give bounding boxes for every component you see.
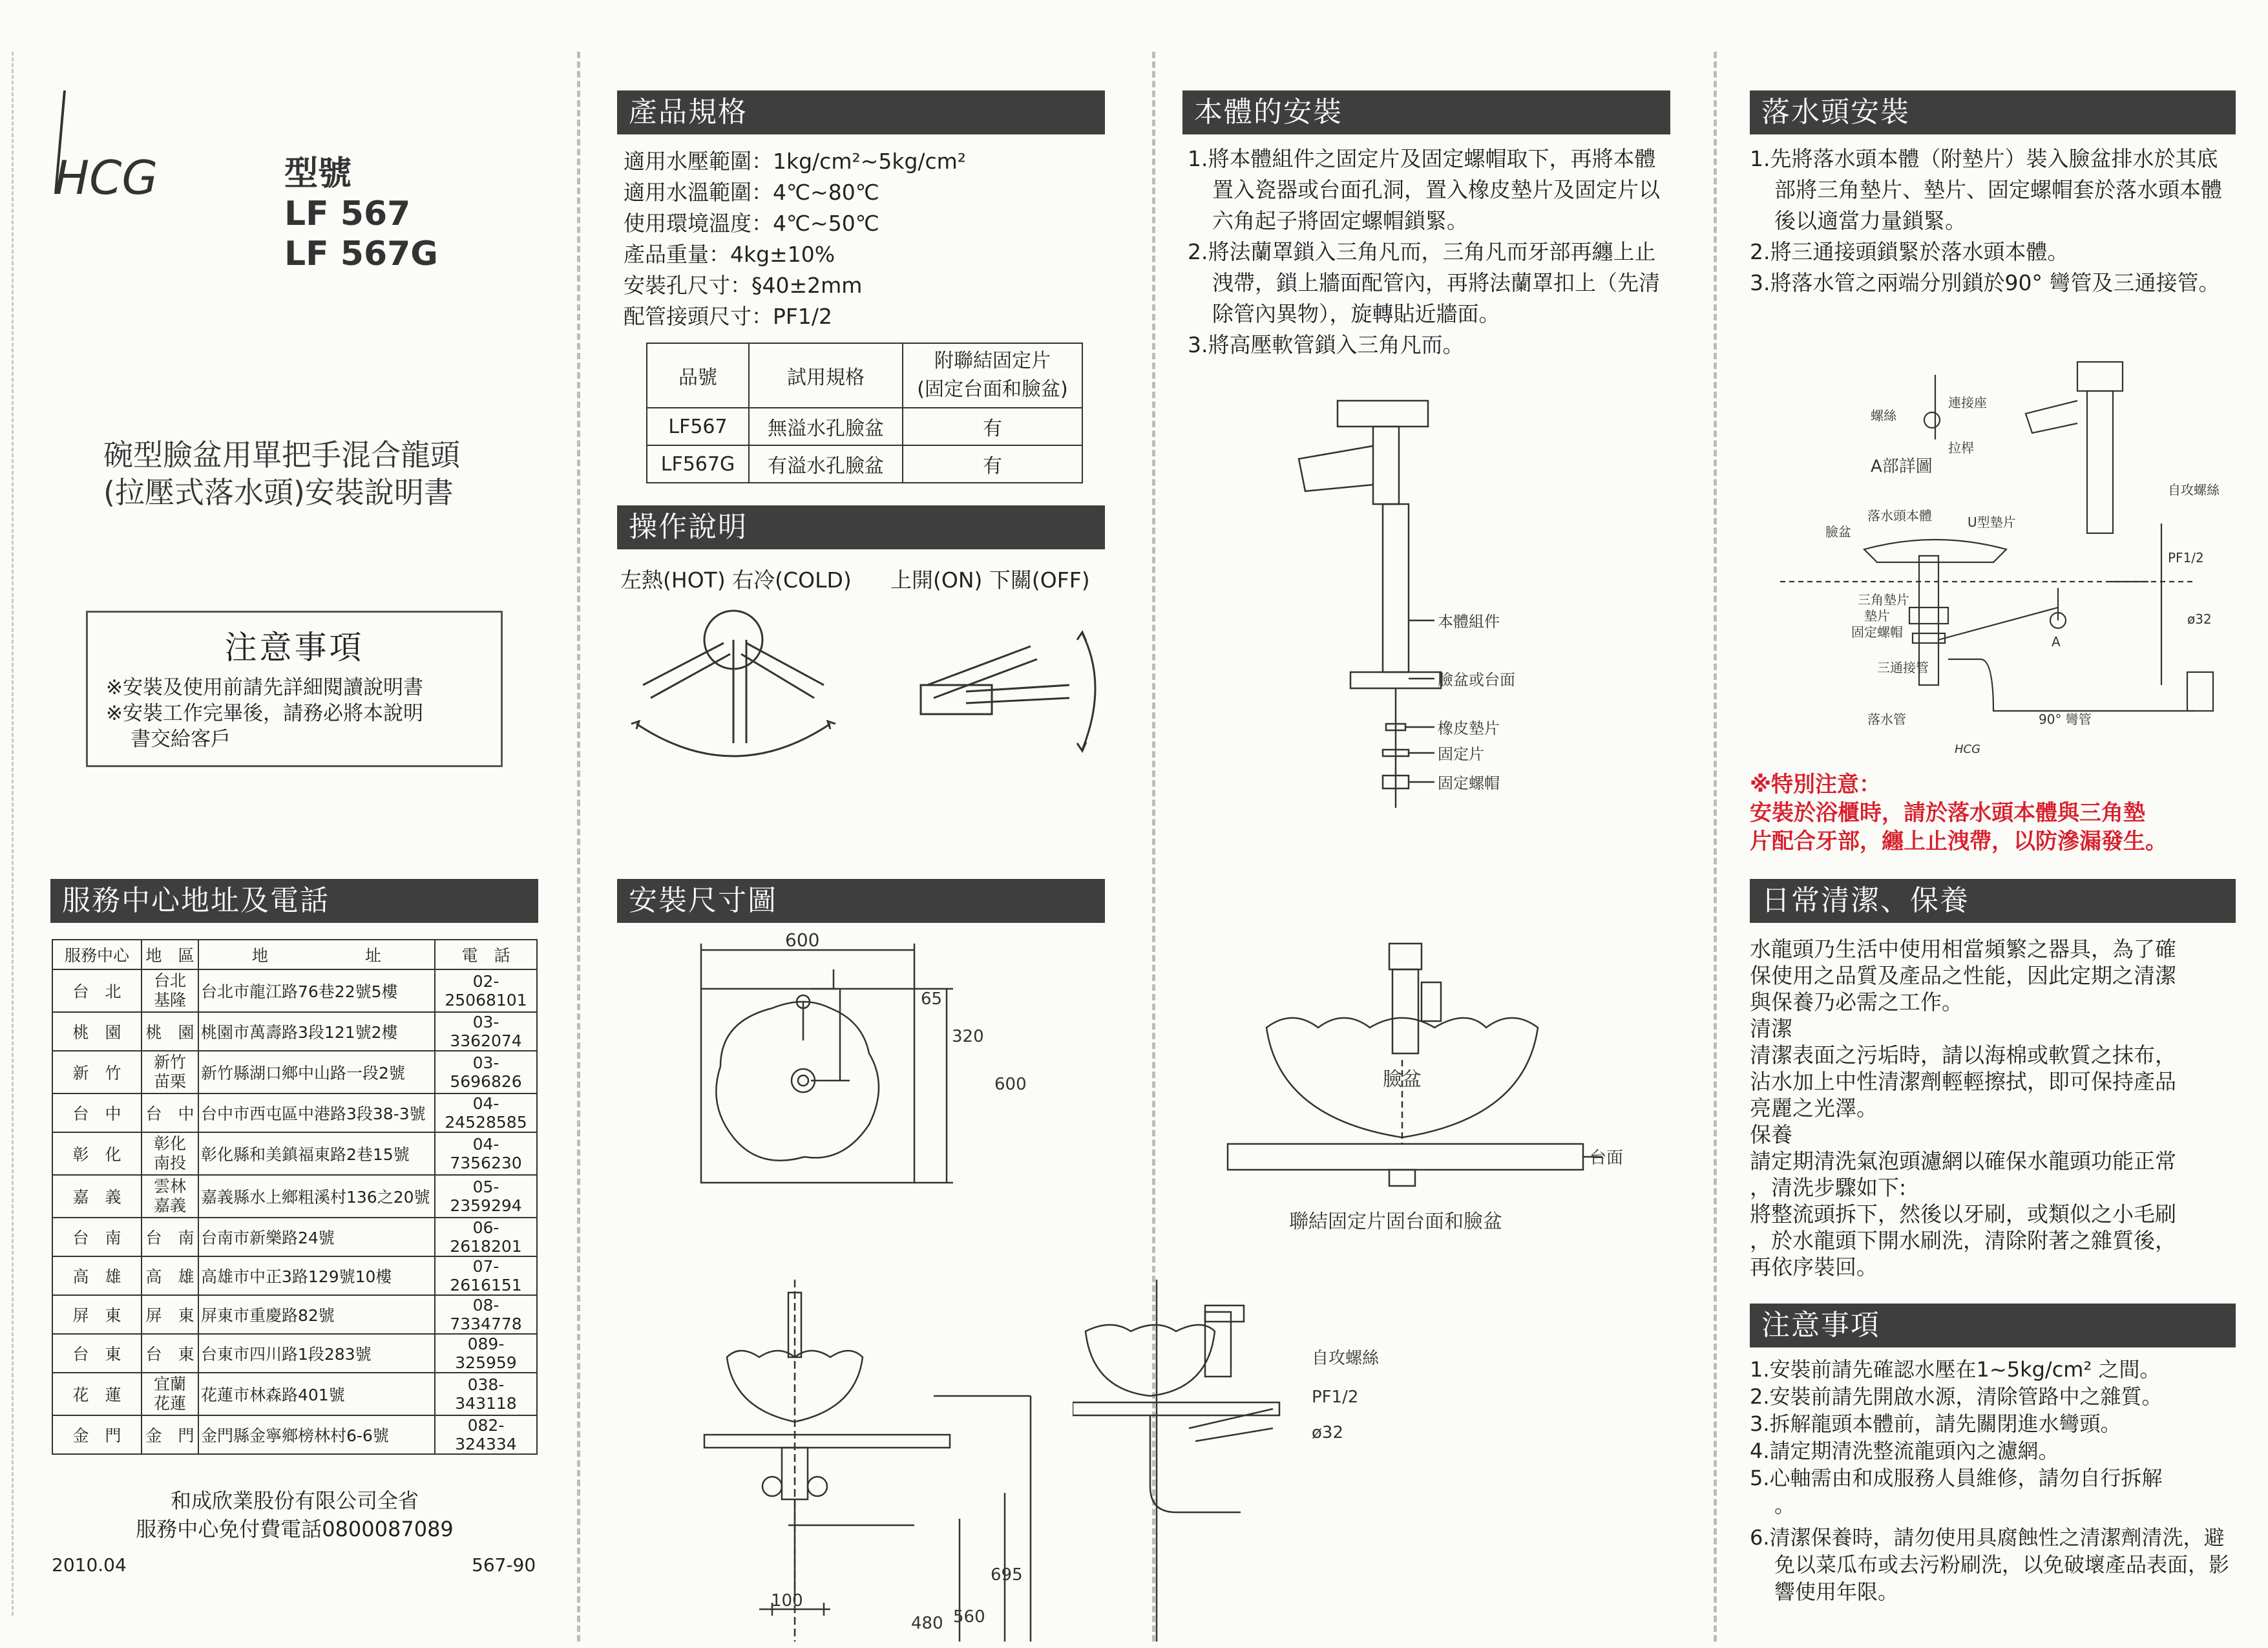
service-phone: 082-324334 — [435, 1415, 537, 1454]
service-address: 台東市四川路1段283號 — [198, 1334, 435, 1373]
operation-caption-right: 上開(ON) 下關(OFF) — [890, 567, 1090, 593]
dim-depth: 600 — [994, 1075, 1027, 1094]
service-area: 彰化 南投 — [142, 1132, 198, 1175]
spec-cell: 有 — [903, 408, 1082, 445]
spec-cell: LF567 — [647, 408, 749, 445]
service-address: 金門縣金寧鄉榜林村6-6號 — [198, 1415, 435, 1454]
service-row — [52, 1012, 537, 1051]
spec-line: 配管接頭尺寸：PF1/2 — [624, 304, 832, 329]
spec-cell: LF567G — [647, 445, 749, 483]
label-triangle: 三角墊片 — [1858, 592, 1909, 607]
spec-col-header: 附聯結固定片 (固定台面和臉盆) — [903, 343, 1082, 408]
service-row — [52, 969, 537, 1012]
model-code: LF 567 — [284, 195, 411, 233]
service-row — [52, 1295, 537, 1334]
cleaning-line: 請定期清洗氣泡頭濾網以確保水龍頭功能正常 — [1750, 1148, 2176, 1174]
service-address: 台南市新樂路24號 — [198, 1218, 435, 1256]
col-header: 地 區 — [142, 940, 198, 969]
document-title — [103, 436, 460, 511]
spec-col-header: 試用規格 — [749, 343, 903, 408]
service-center: 台 北 — [52, 969, 142, 1012]
service-center: 彰 化 — [52, 1132, 142, 1175]
cleaning-line: 將整流頭拆下，然後以牙刷，或類似之小毛刷 — [1750, 1201, 2176, 1227]
cleaning-line: 清潔 — [1750, 1016, 1792, 1041]
warning-title: ※特別注意： — [1750, 772, 1882, 798]
service-phone: 038-343118 — [435, 1373, 537, 1415]
caution-item: 1.安裝前請先確認水壓在1~5kg/cm² 之間。 — [1750, 1357, 2161, 1382]
faucet-body-drawing — [1286, 388, 1648, 840]
service-phone: 02-25068101 — [435, 969, 537, 1012]
drain-side-drawing — [1073, 1280, 1434, 1642]
label-self-tap: 自攻螺絲 — [2168, 482, 2220, 498]
service-center: 台 南 — [52, 1218, 142, 1256]
lever-rotation-figure — [631, 611, 835, 756]
model-block — [284, 154, 438, 274]
warning-line: 安裝於浴櫃時，請於落水頭本體與三角墊 — [1750, 800, 2145, 826]
service-center: 高 雄 — [52, 1256, 142, 1295]
service-phone: 04-7356230 — [435, 1132, 537, 1175]
service-center: 屏 東 — [52, 1295, 142, 1334]
label-counter: 台面 — [1590, 1148, 1624, 1168]
drain-step: 2.將三通接頭鎖緊於落水頭本體。 — [1750, 239, 2069, 264]
dimension-drawing — [617, 931, 1108, 1642]
dim-560: 560 — [953, 1607, 985, 1627]
cleaning-line: 與保養乃必需之工作。 — [1750, 989, 1963, 1015]
label-elbow: 90° 彎管 — [2039, 712, 2092, 727]
label-phi32: ø32 — [1312, 1423, 1343, 1442]
spec-line: 安裝孔尺寸：§40±2mm — [624, 273, 863, 298]
drain-step: 3.將落水管之兩端分別鎖於90° 彎管及三通接管。 — [1750, 270, 2220, 295]
service-address: 彰化縣和美鎮福東路2巷15號 — [198, 1132, 435, 1175]
dim-480: 480 — [911, 1614, 943, 1633]
cleaning-line: 保使用之品質及產品之性能，因此定期之清潔 — [1750, 963, 2176, 988]
install-step: 3.將高壓軟管鎖入三角凡而。 — [1188, 332, 1464, 357]
service-area: 金 門 — [142, 1415, 198, 1454]
service-row — [52, 1334, 537, 1373]
body-install-steps — [1188, 143, 1672, 361]
caution-item: 5.心軸需由和成服務人員維修，請勿自行拆解 — [1750, 1466, 2163, 1490]
drain-install-header: 落水頭安裝 — [1750, 90, 2236, 134]
service-row — [52, 1175, 537, 1218]
spec-cell: 無溢水孔臉盆 — [749, 408, 903, 445]
cleaning-line: 保養 — [1750, 1122, 1792, 1147]
specs-header: 產品規格 — [617, 90, 1105, 134]
basin-drawing — [1215, 931, 1680, 1267]
service-address: 花蓮市林森路401號 — [198, 1373, 435, 1415]
install-step: 2.將法蘭罩鎖入三角凡而，三角凡而牙部再纏上止洩帶，鎖上牆面配管內，再將法蘭罩扣上（先清除管內異物），旋轉貼近牆面。 — [1188, 239, 1660, 326]
service-area: 宜蘭 花蓮 — [142, 1373, 198, 1415]
service-row — [52, 1051, 537, 1093]
model-code: LF 567G — [284, 235, 438, 273]
service-area: 新竹 苗栗 — [142, 1051, 198, 1093]
caution-item: 2.安裝前請先開啟水源，清除管路中之雜質。 — [1750, 1384, 2163, 1409]
specs-lines — [624, 146, 966, 332]
label-pf: PF1/2 — [2168, 550, 2204, 565]
cleaning-line: ，於水龍頭下開水刷洗，清除附著之雜質後， — [1750, 1228, 2176, 1253]
doc-code: 567-90 — [472, 1554, 536, 1576]
cleaning-line: ，清洗步驟如下: — [1750, 1175, 1907, 1200]
dim-offset: 65 — [921, 989, 943, 1009]
label-detail: A部詳圖 — [1871, 457, 1933, 476]
service-center: 台 東 — [52, 1334, 142, 1373]
model-label: 型號 — [284, 154, 352, 193]
caution-item: 6.清潔保養時，請勿使用具腐蝕性之清潔劑清洗，避免以菜瓜布或去污粉刷洗，以免破壞產品表面，影響使用年限。 — [1750, 1525, 2230, 1604]
label-screw: 螺絲 — [1871, 408, 1896, 423]
service-address: 桃園市萬壽路3段121號2樓 — [198, 1012, 435, 1051]
label-connector: 連接座 — [1948, 395, 1987, 410]
footer-line: 和成欣業股份有限公司全省 — [170, 1488, 419, 1513]
service-address: 台中市西屯區中港路3段38-3號 — [198, 1093, 435, 1132]
title-line: (拉壓式落水頭)安裝說明書 — [103, 475, 454, 510]
service-address: 屏東市重慶路82號 — [198, 1295, 435, 1334]
cleaning-line: 亮麗之光澤。 — [1750, 1095, 1878, 1121]
cleaning-text — [1750, 936, 2176, 1280]
footer-line: 服務中心免付費電話0800087089 — [136, 1517, 454, 1541]
warning-block — [1750, 770, 2251, 856]
cautions-header: 注意事項 — [1750, 1304, 2236, 1347]
notice-box — [86, 611, 503, 767]
service-center: 花 蓮 — [52, 1373, 142, 1415]
cleaning-line: 清潔表面之污垢時，請以海棉或軟質之抹布， — [1750, 1042, 2176, 1068]
callout-body: 本體組件 — [1438, 613, 1500, 631]
service-area: 雲林 嘉義 — [142, 1175, 198, 1218]
operation-header: 操作說明 — [617, 505, 1105, 549]
notice-item: ※安裝工作完畢後，請務必將本說明 — [106, 702, 423, 725]
spec-cell: 有溢水孔臉盆 — [749, 445, 903, 483]
dim-mid: 320 — [952, 1027, 984, 1046]
drain-install-steps — [1750, 143, 2236, 299]
col-header: 服務中心 — [52, 940, 142, 969]
spec-line: 使用環境溫度：4℃~50℃ — [624, 211, 879, 236]
callout-rubber: 橡皮墊片 — [1438, 719, 1500, 737]
service-area: 高 雄 — [142, 1256, 198, 1295]
service-row — [52, 1415, 537, 1454]
spec-table — [646, 343, 1083, 483]
service-area: 台 南 — [142, 1218, 198, 1256]
callout-basin: 臉盆或台面 — [1438, 671, 1515, 689]
label-nut: 固定螺帽 — [1851, 624, 1903, 640]
label-basin: 臉盆 — [1825, 524, 1851, 540]
service-center: 嘉 義 — [52, 1175, 142, 1218]
brand-logo — [47, 90, 176, 209]
dim-width: 600 — [785, 931, 820, 951]
service-address: 台北市龍江路76巷22號5樓 — [198, 969, 435, 1012]
service-footer — [52, 1486, 538, 1543]
top-view — [701, 944, 953, 1183]
callout-nut: 固定螺帽 — [1438, 774, 1500, 792]
spec-cell: 有 — [903, 445, 1082, 483]
label-logo: HCG — [1955, 743, 1981, 756]
cleaning-line: 水龍頭乃生活中使用相當頻繁之器具，為了確 — [1750, 936, 2176, 962]
service-center: 桃 園 — [52, 1012, 142, 1051]
service-phone: 05-2359294 — [435, 1175, 537, 1218]
label-basin: 臉盆 — [1383, 1068, 1422, 1091]
label-pf: PF1/2 — [1312, 1388, 1359, 1407]
notice-heading: 注意事項 — [224, 629, 364, 666]
col-header: 地 址 — [198, 940, 435, 969]
dimensions-header: 安裝尺寸圖 — [617, 879, 1105, 923]
side-view — [704, 1280, 1031, 1642]
spec-line: 產品重量：4kg±10% — [624, 242, 835, 267]
drain-assembly-drawing — [1774, 349, 2239, 763]
service-phone: 04-24528585 — [435, 1093, 537, 1132]
warning-line: 片配合牙部，纏上止洩帶，以防滲漏發生。 — [1750, 829, 2167, 854]
dim-695: 695 — [991, 1565, 1023, 1585]
label-washer: 墊片 — [1864, 608, 1890, 624]
service-phone: 06-2618201 — [435, 1218, 537, 1256]
title-line: 碗型臉盆用單把手混合龍頭 — [103, 438, 460, 472]
logo-text: HCG — [54, 151, 158, 205]
service-area: 屏 東 — [142, 1295, 198, 1334]
label-drain-body: 落水頭本體 — [1867, 508, 1932, 523]
label-a: A — [2052, 634, 2061, 650]
label-phi32: ø32 — [2187, 611, 2212, 627]
service-center: 台 中 — [52, 1093, 142, 1132]
service-area: 台 中 — [142, 1093, 198, 1132]
basin-caption: 聯結固定片固台面和臉盆 — [1289, 1210, 1502, 1233]
label-rod: 拉桿 — [1948, 440, 1974, 456]
dim-100: 100 — [771, 1591, 803, 1611]
service-area: 台 東 — [142, 1334, 198, 1373]
label-u-washer: U型墊片 — [1968, 514, 2016, 530]
service-phone: 07-2616151 — [435, 1256, 537, 1295]
service-row — [52, 1093, 537, 1132]
cleaning-line: 沾水加上中性清潔劑輕輕擦拭，即可保持產品 — [1750, 1069, 2176, 1094]
install-step: 1.將本體組件之固定片及固定螺帽取下，再將本體置入瓷器或台面孔洞，置入橡皮墊片及固定片以六角起子將固定螺帽鎖緊。 — [1188, 146, 1660, 233]
drain-step: 1.先將落水頭本體（附墊片）裝入臉盆排水於其底部將三角墊片、墊片、固定螺帽套於落水頭本體後以適當力量鎖緊。 — [1750, 146, 2222, 233]
service-area: 桃 園 — [142, 1012, 198, 1051]
service-area: 台北 基隆 — [142, 969, 198, 1012]
service-phone: 089-325959 — [435, 1334, 537, 1373]
service-table — [52, 939, 538, 1455]
caution-item: 3.拆解龍頭本體前，請先關閉進水彎頭。 — [1750, 1411, 2121, 1436]
spec-line: 適用水溫範圍：4℃~80℃ — [624, 180, 879, 205]
body-install-header: 本體的安裝 — [1182, 90, 1670, 134]
service-address: 新竹縣湖口鄉中山路一段2號 — [198, 1051, 435, 1093]
cleaning-line: 再依序裝回。 — [1750, 1254, 1878, 1280]
lever-updown-figure — [921, 632, 1095, 751]
service-address: 嘉義縣水上鄉粗溪村136之20號 — [198, 1175, 435, 1218]
label-self-tap: 自攻螺絲 — [1312, 1349, 1380, 1368]
service-phone: 03-3362074 — [435, 1012, 537, 1051]
caution-item: 。 — [1774, 1493, 1796, 1517]
cautions-list — [1750, 1356, 2236, 1605]
service-center: 新 竹 — [52, 1051, 142, 1093]
service-row — [52, 1218, 537, 1256]
spec-line: 適用水壓範圍：1kg/cm²~5kg/cm² — [624, 149, 967, 174]
service-row — [52, 1132, 537, 1175]
service-phone: 08-7334778 — [435, 1295, 537, 1334]
service-row — [52, 1256, 537, 1295]
service-row — [52, 1373, 537, 1415]
service-center: 金 門 — [52, 1415, 142, 1454]
notice-item: ※安裝及使用前請先詳細閱讀說明書 — [106, 676, 423, 699]
caution-item: 4.請定期清洗整流龍頭內之濾網。 — [1750, 1439, 2059, 1463]
col-header: 電 話 — [435, 940, 537, 969]
cleaning-header: 日常清潔、保養 — [1750, 879, 2236, 923]
callout-plate: 固定片 — [1438, 745, 1484, 763]
service-address: 高雄市中正3路129號10樓 — [198, 1256, 435, 1295]
service-phone: 03-5696826 — [435, 1051, 537, 1093]
operation-diagram — [617, 595, 1108, 788]
notice-item: 書交給客戶 — [131, 728, 231, 751]
label-drain-pipe: 落水管 — [1867, 712, 1906, 727]
spec-col-header: 品號 — [647, 343, 749, 408]
label-tee: 三通接管 — [1877, 660, 1929, 675]
operation-caption-left: 左熱(HOT) 右冷(COLD) — [620, 567, 852, 593]
service-header: 服務中心地址及電話 — [50, 879, 538, 923]
doc-date: 2010.04 — [52, 1554, 127, 1576]
